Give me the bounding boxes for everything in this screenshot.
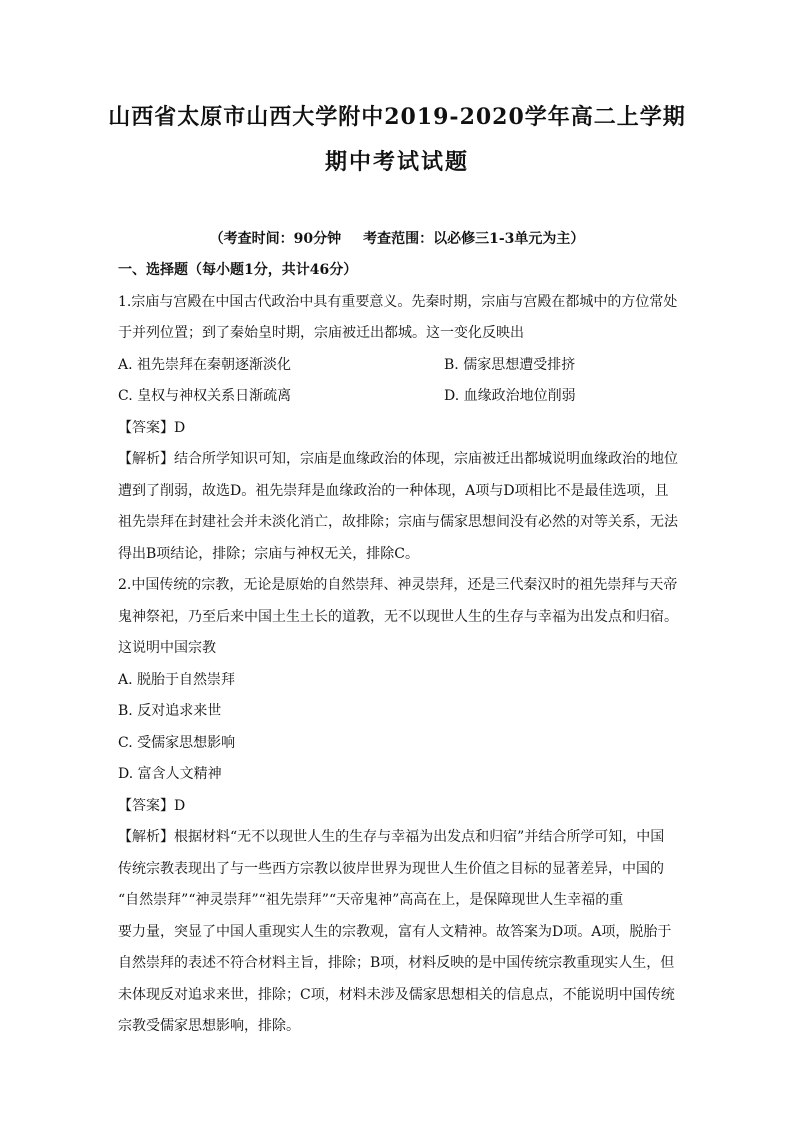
q2-analysis-line7: 宗教受儒家思想影响，排除。 bbox=[118, 1018, 300, 1034]
q2-analysis-line1: 【解析】根据材料“无不以现世人生的生存与幸福为出发点和归宿”并结合所学可知，中国 bbox=[118, 829, 665, 845]
q2-answer: 【答案】D bbox=[118, 797, 186, 814]
q2-option-c: C. 受儒家思想影响 bbox=[118, 734, 236, 751]
q1-option-c: C. 皇权与神权关系日渐疏离 bbox=[118, 388, 292, 404]
q1-analysis-line1: 【解析】结合所学知识可知，宗庙是血缘政治的体现，宗庙被迁出都城说明血缘政治的地位 bbox=[118, 451, 678, 467]
question-1 bbox=[118, 287, 680, 571]
q2-analysis-line4: 要力量，突显了中国人重现实人生的宗教观，富有人文精神。故答案为D项。A项，脱胎于 bbox=[118, 923, 672, 940]
q2-analysis-line5: 自然崇拜的表述不符合材料主旨，排除；B项，材料反映的是中国传统宗教重现实人生，但 bbox=[118, 955, 675, 971]
q2-analysis-line3: “自然崇拜”“神灵崇拜”“祖先崇拜”“天帝鬼神”高高在上，是保障现世人生幸福的重 bbox=[118, 892, 624, 908]
q1-analysis-line3: 祖先崇拜在封建社会并未淡化消亡，故排除；宗庙与儒家思想间没有必然的对等关系，无法 bbox=[118, 514, 678, 530]
q1-option-d: D. 血缘政治地位削弱 bbox=[444, 388, 576, 404]
section-heading: 一、选择题（每小题1分，共计46分） bbox=[118, 262, 358, 278]
q2-stem-line1: 2.中国传统的宗教，无论是原始的自然崇拜、神灵崇拜，还是三代秦汉时的祖先崇拜与天帝 bbox=[118, 577, 678, 593]
exam-info bbox=[0, 228, 794, 248]
q1-options-row2 bbox=[118, 381, 680, 413]
q1-analysis-line2: 遭到了削弱，故选D。祖先崇拜是血缘政治的一种体现，A项与D项相比不是最佳选项，且 bbox=[118, 482, 669, 499]
q1-option-a: A. 祖先崇拜在秦朝逐渐淡化 bbox=[118, 356, 292, 373]
question-2 bbox=[118, 570, 680, 1043]
q2-option-b: B. 反对追求来世 bbox=[118, 703, 222, 719]
q2-option-d: D. 富含人文精神 bbox=[118, 766, 222, 782]
exam-time: （考查时间：90分钟 bbox=[209, 231, 342, 247]
exam-scope: 考查范围：以必修三1-3单元为主） bbox=[363, 231, 585, 247]
q1-stem-line1: 1.宗庙与宫殿在中国古代政治中具有重要意义。先秦时期，宗庙与宫殿在都城中的方位常处 bbox=[118, 293, 678, 310]
q2-analysis-line6: 未体现反对追求来世，排除；C项，材料未涉及儒家思想相关的信息点，不能说明中国传统 bbox=[118, 986, 675, 1003]
q2-option-a: A. 脱胎于自然崇拜 bbox=[118, 671, 236, 688]
q1-answer: 【答案】D bbox=[118, 419, 186, 436]
q2-analysis-line2: 传统宗教表现出了与一些西方宗教以彼岸世界为现世人生价值之目标的显著差异，中国的 bbox=[118, 860, 664, 877]
document-title-line2: 期中考试试题 bbox=[324, 149, 469, 175]
document-title-line1: 山西省太原市山西大学附中2019-2020学年高二上学期 bbox=[108, 104, 686, 130]
q1-option-b: B. 儒家思想遭受排挤 bbox=[444, 356, 576, 373]
document-body bbox=[118, 255, 680, 1043]
q2-stem-line2: 鬼神祭祀，乃至后来中国土生土长的道教，无不以现世人生的生存与幸福为出发点和归宿。 bbox=[118, 608, 678, 625]
q1-options-row1 bbox=[118, 350, 680, 382]
q2-stem-line3: 这说明中国宗教 bbox=[118, 640, 216, 656]
q1-analysis-line4: 得出B项结论，排除；宗庙与神权无关，排除C。 bbox=[118, 545, 419, 562]
q1-stem-line2: 于并列位置；到了秦始皇时期，宗庙被迁出都城。这一变化反映出 bbox=[118, 325, 524, 341]
